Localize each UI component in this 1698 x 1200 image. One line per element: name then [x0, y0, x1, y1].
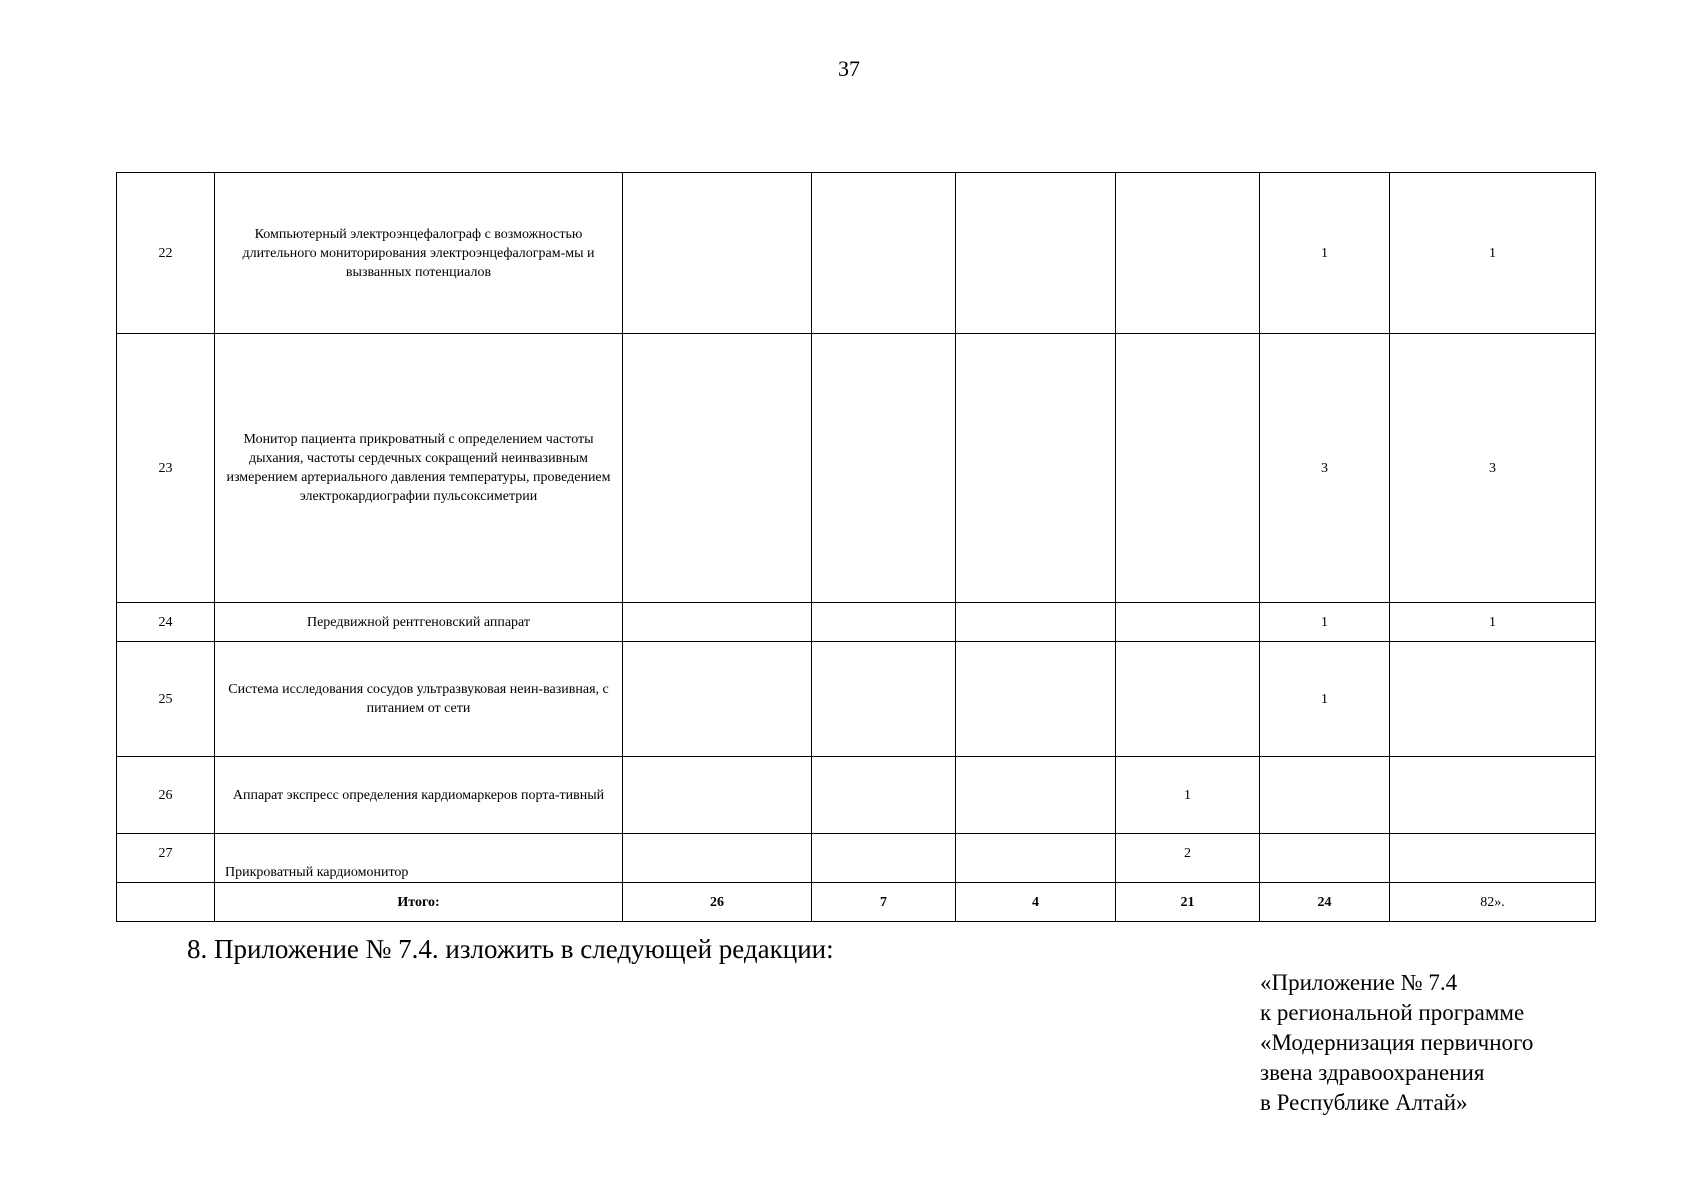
table-cell: [812, 642, 956, 757]
annex-line: звена здравоохранения: [1260, 1060, 1485, 1085]
table-cell: [1390, 834, 1596, 883]
table-cell: [623, 173, 812, 334]
table-cell: [956, 334, 1116, 603]
table-row: [117, 603, 1596, 642]
table-cell: [1116, 642, 1260, 757]
amendment-paragraph: 8. Приложение № 7.4. изложить в следующей редакции:: [187, 934, 834, 964]
table-cell: [1390, 757, 1596, 834]
table-cell: 1: [1260, 642, 1390, 757]
table-cell: [956, 642, 1116, 757]
table-cell: [1116, 603, 1260, 642]
table-cell: [812, 834, 956, 883]
equipment-table: [116, 172, 1596, 922]
table-cell: [1116, 334, 1260, 603]
table-cell: 1: [1116, 757, 1260, 834]
table-cell: [623, 334, 812, 603]
table-cell: 2: [1116, 834, 1260, 883]
table-cell: 1: [1260, 173, 1390, 334]
annex-header: [1260, 968, 1533, 1118]
table-cell: [623, 603, 812, 642]
equipment-name: Передвижной рентгеновский аппарат: [215, 603, 623, 642]
total-cell: 4: [956, 883, 1116, 922]
annex-line: «Приложение № 7.4: [1260, 970, 1458, 995]
table-cell: [1260, 757, 1390, 834]
annex-line: к региональной программе: [1260, 1000, 1525, 1025]
table-cell: [117, 883, 215, 922]
table-cell: [623, 834, 812, 883]
table-cell: [1390, 642, 1596, 757]
table-cell: [956, 834, 1116, 883]
total-cell: 7: [812, 883, 956, 922]
equipment-name: Система исследования сосудов ультразвуковая неин-вазивная, с питанием от сети: [215, 642, 623, 757]
table-cell: 1: [1260, 603, 1390, 642]
table-cell: [812, 757, 956, 834]
row-number: 23: [117, 334, 215, 603]
table-cell: 1: [1390, 603, 1596, 642]
row-number: 22: [117, 173, 215, 334]
total-cell: 82».: [1390, 883, 1596, 922]
table-row: [117, 173, 1596, 334]
equipment-name: Монитор пациента прикроватный с определением частоты дыхания, частоты сердечных сокращений неинвазивным измерением артериального давления температуры, проведением электрокардиографии пульсоксиметрии: [215, 334, 623, 603]
table-cell: [956, 603, 1116, 642]
table-cell: [812, 173, 956, 334]
table-row: [117, 757, 1596, 834]
annex-line: в Республике Алтай»: [1260, 1090, 1468, 1115]
table-cell: 3: [1390, 334, 1596, 603]
table-row: [117, 334, 1596, 603]
equipment-name: Компьютерный электроэнцефалограф с возможностью длительного мониторирования электроэнцефалограм-мы и вызванных потенциалов: [215, 173, 623, 334]
table-cell: [1260, 834, 1390, 883]
total-row: [117, 883, 1596, 922]
table-cell: [956, 757, 1116, 834]
table-cell: [956, 173, 1116, 334]
table-cell: [812, 603, 956, 642]
table-cell: [623, 642, 812, 757]
table-cell: [1116, 173, 1260, 334]
table-cell: [812, 334, 956, 603]
equipment-name: Прикроватный кардиомонитор: [215, 834, 623, 883]
row-number: 26: [117, 757, 215, 834]
total-label: Итого:: [215, 883, 623, 922]
total-cell: 24: [1260, 883, 1390, 922]
equipment-name: Аппарат экспресс определения кардиомаркеров порта-тивный: [215, 757, 623, 834]
page-number: 37: [838, 56, 860, 81]
table-cell: 3: [1260, 334, 1390, 603]
row-number: 27: [117, 834, 215, 883]
row-number: 24: [117, 603, 215, 642]
row-number: 25: [117, 642, 215, 757]
total-cell: 21: [1116, 883, 1260, 922]
total-cell: 26: [623, 883, 812, 922]
table-cell: 1: [1390, 173, 1596, 334]
annex-line: «Модернизация первичного: [1260, 1030, 1534, 1055]
table-row: [117, 642, 1596, 757]
table-row: [117, 834, 1596, 883]
table-cell: [623, 757, 812, 834]
